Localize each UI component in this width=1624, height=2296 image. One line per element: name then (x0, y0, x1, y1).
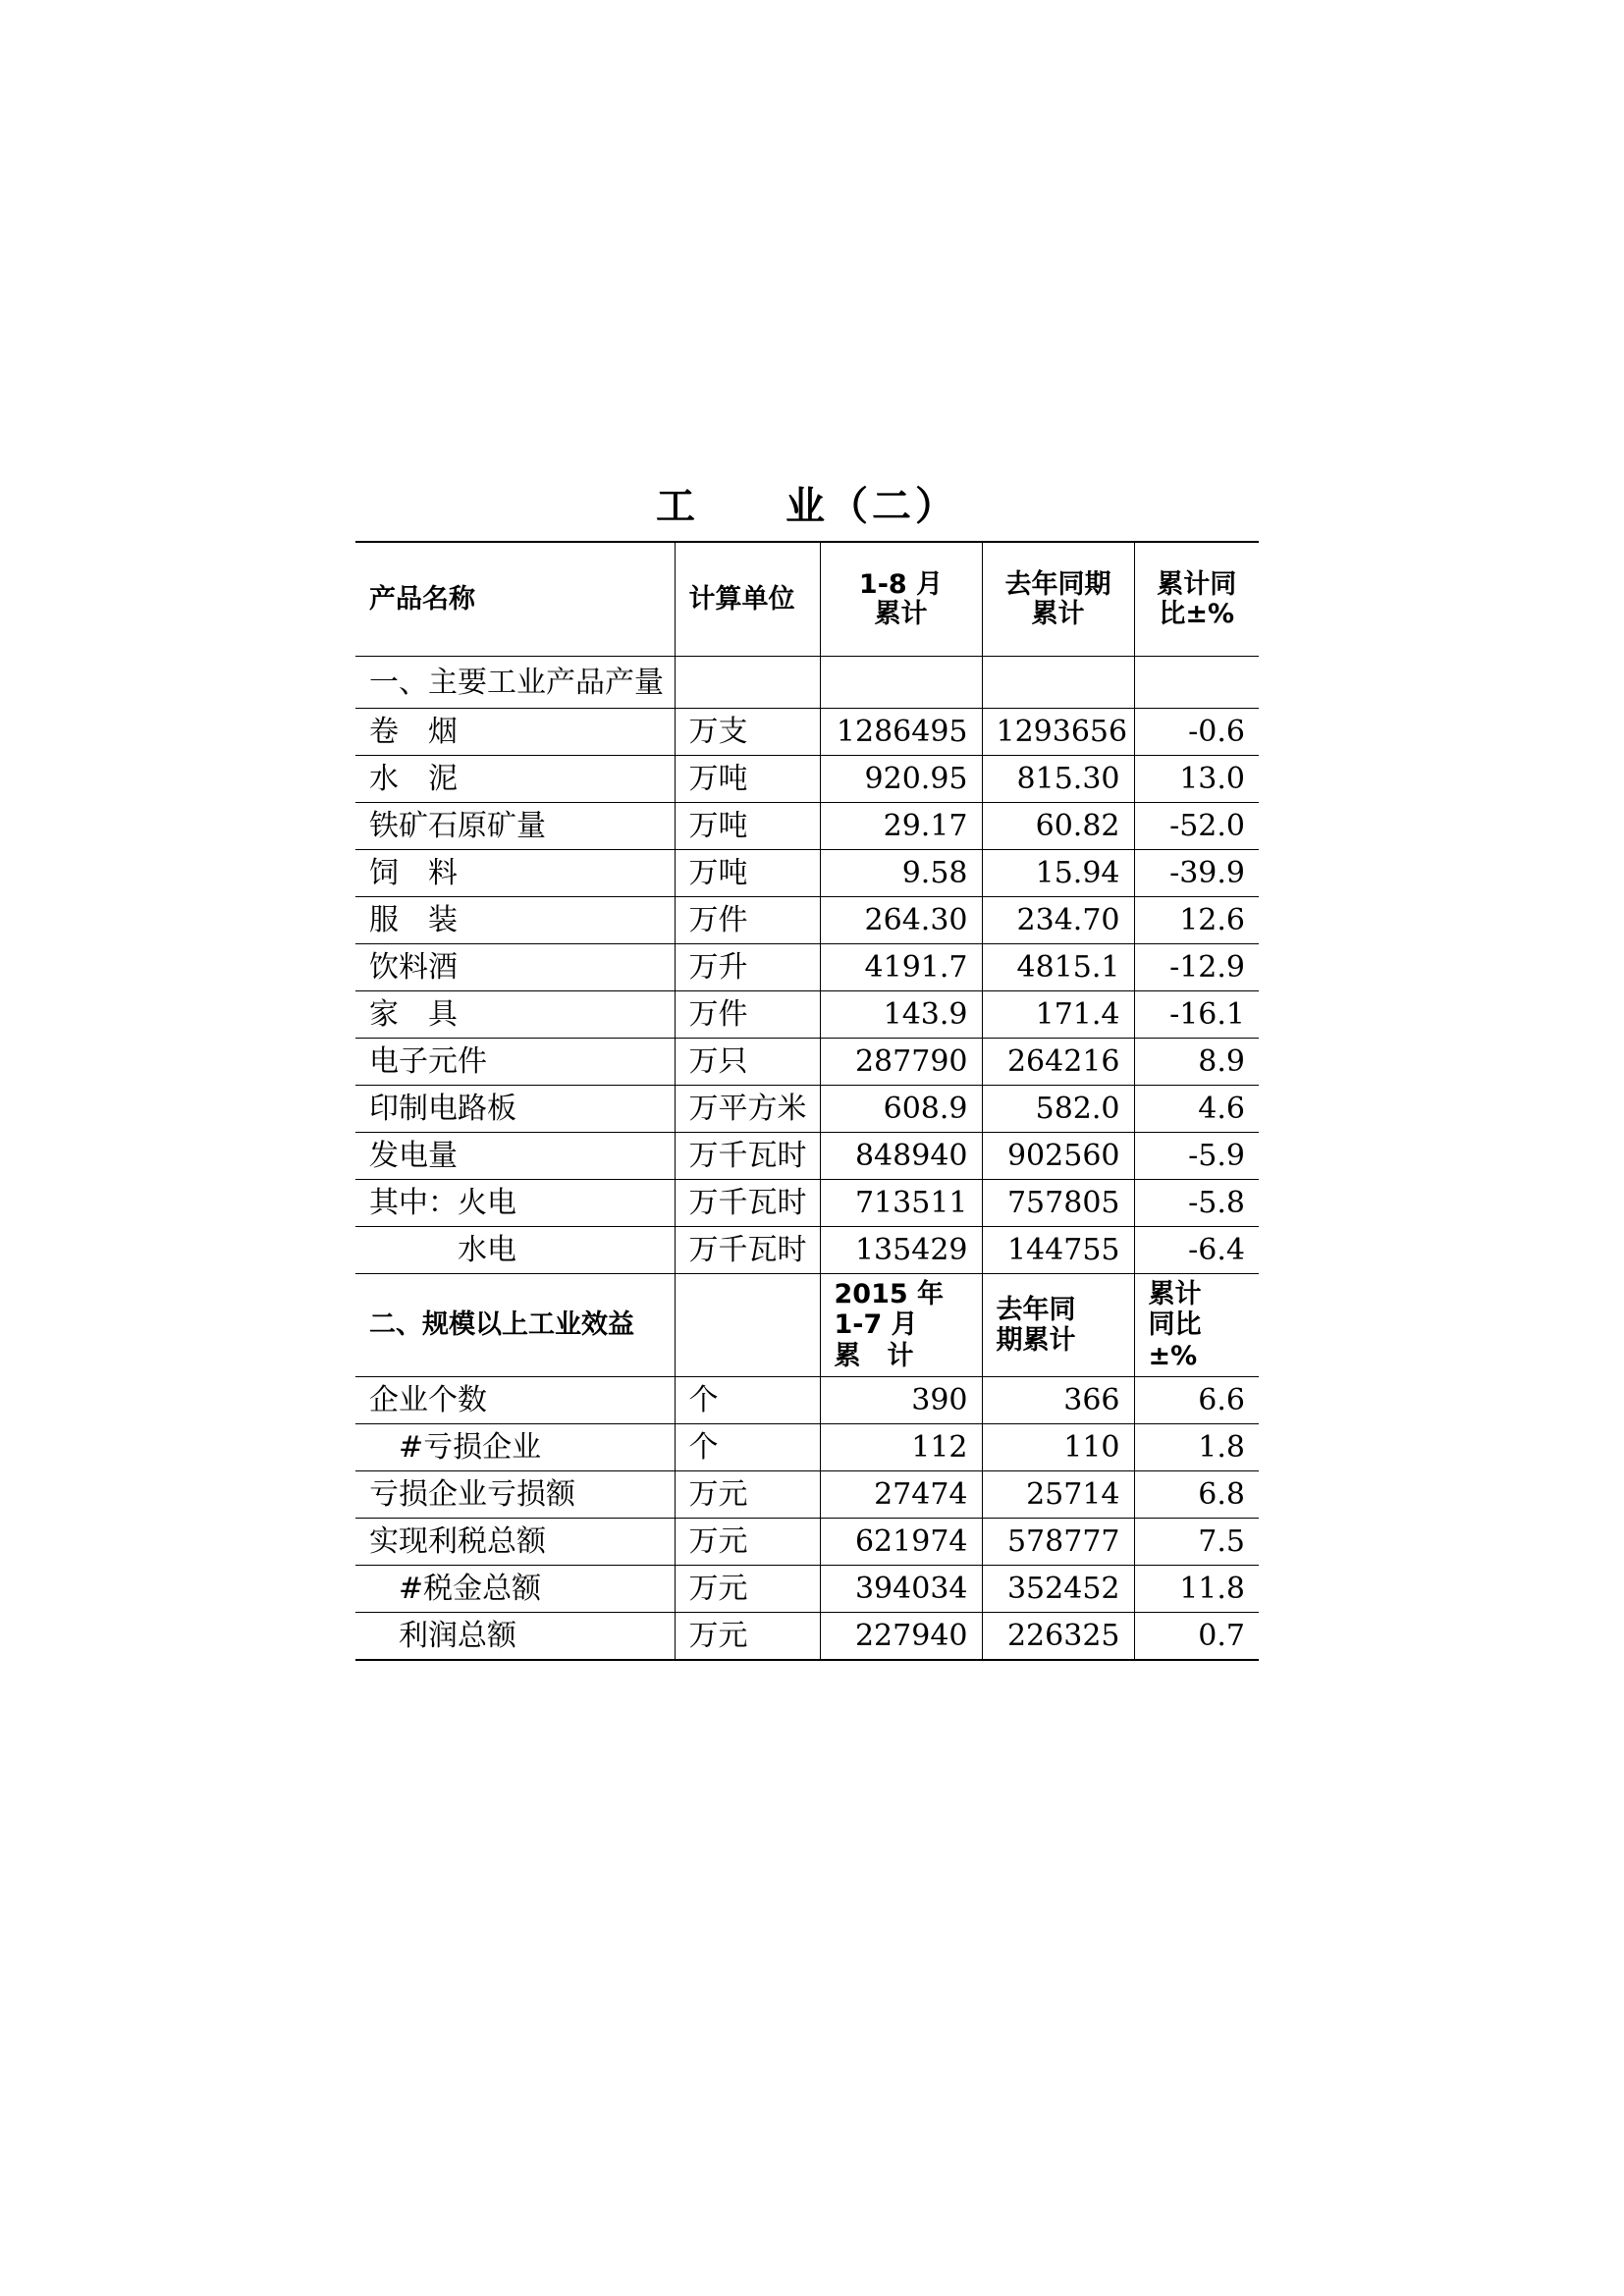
table-row (355, 850, 1259, 897)
row-change-value: -39.9 (1134, 850, 1259, 897)
section-2-unit-empty (675, 1274, 820, 1377)
row-unit: 万升 (675, 944, 820, 991)
row-name: 实现利税总额 (355, 1519, 675, 1566)
section-1-previous-empty (982, 657, 1134, 709)
row-previous-value: 234.70 (982, 897, 1134, 944)
industry-table (355, 541, 1259, 1661)
row-current-value: 264.30 (820, 897, 982, 944)
row-previous-value: 60.82 (982, 803, 1134, 850)
row-change-value: -5.9 (1134, 1133, 1259, 1180)
header-previous-cumulative: 去年同期 累计 (982, 542, 1134, 657)
row-name: #亏损企业 (355, 1424, 675, 1471)
table-row (355, 944, 1259, 991)
table-row (355, 1086, 1259, 1133)
row-current-value: 227940 (820, 1613, 982, 1661)
row-change-value: -0.6 (1134, 709, 1259, 756)
row-previous-value: 366 (982, 1377, 1134, 1424)
row-change-value: 0.7 (1134, 1613, 1259, 1661)
table-row (355, 1180, 1259, 1227)
table-row (355, 1471, 1259, 1519)
row-unit: 万吨 (675, 850, 820, 897)
row-change-value: -6.4 (1134, 1227, 1259, 1274)
row-name: 其中：火电 (355, 1180, 675, 1227)
table-row (355, 756, 1259, 803)
table-row (355, 1377, 1259, 1424)
row-change-value: 11.8 (1134, 1566, 1259, 1613)
section-1-label: 一、主要工业产品产量 (355, 657, 675, 709)
table-row (355, 1133, 1259, 1180)
row-current-value: 4191.7 (820, 944, 982, 991)
row-current-value: 287790 (820, 1039, 982, 1086)
section-1-row (355, 657, 1259, 709)
table-row (355, 1039, 1259, 1086)
row-current-value: 713511 (820, 1180, 982, 1227)
row-change-value: -16.1 (1134, 991, 1259, 1039)
table-row (355, 1519, 1259, 1566)
row-current-value: 1286495 (820, 709, 982, 756)
row-current-value: 9.58 (820, 850, 982, 897)
row-previous-value: 757805 (982, 1180, 1134, 1227)
row-change-value: 8.9 (1134, 1039, 1259, 1086)
row-unit: 万元 (675, 1471, 820, 1519)
header-current-cumulative: 1-8 月 累计 (820, 542, 982, 657)
row-unit: 万吨 (675, 756, 820, 803)
row-change-value: -5.8 (1134, 1180, 1259, 1227)
row-previous-value: 25714 (982, 1471, 1134, 1519)
row-name: #税金总额 (355, 1566, 675, 1613)
row-change-value: -12.9 (1134, 944, 1259, 991)
row-previous-value: 582.0 (982, 1086, 1134, 1133)
row-name: 饮料酒 (355, 944, 675, 991)
section-2-header-previous: 去年同 期累计 (982, 1274, 1134, 1377)
row-current-value: 27474 (820, 1471, 982, 1519)
row-unit: 万千瓦时 (675, 1133, 820, 1180)
row-change-value: 12.6 (1134, 897, 1259, 944)
row-name: 发电量 (355, 1133, 675, 1180)
row-previous-value: 1293656 (982, 709, 1134, 756)
row-name: 企业个数 (355, 1377, 675, 1424)
row-name: 服 装 (355, 897, 675, 944)
row-unit: 万元 (675, 1519, 820, 1566)
row-current-value: 390 (820, 1377, 982, 1424)
row-change-value: -52.0 (1134, 803, 1259, 850)
row-current-value: 621974 (820, 1519, 982, 1566)
section-2-label: 二、规模以上工业效益 (355, 1274, 675, 1377)
row-name: 铁矿石原矿量 (355, 803, 675, 850)
row-unit: 万只 (675, 1039, 820, 1086)
row-previous-value: 226325 (982, 1613, 1134, 1661)
section-1-change-empty (1134, 657, 1259, 709)
table-row (355, 709, 1259, 756)
table-row (355, 803, 1259, 850)
row-current-value: 608.9 (820, 1086, 982, 1133)
row-unit: 万元 (675, 1613, 820, 1661)
row-current-value: 135429 (820, 1227, 982, 1274)
section-2-header-change: 累计 同比 ±% (1134, 1274, 1259, 1377)
row-name: 家 具 (355, 991, 675, 1039)
table-row (355, 1424, 1259, 1471)
header-product-name: 产品名称 (355, 542, 675, 657)
row-previous-value: 578777 (982, 1519, 1134, 1566)
row-unit: 万平方米 (675, 1086, 820, 1133)
row-unit: 万千瓦时 (675, 1180, 820, 1227)
row-change-value: 7.5 (1134, 1519, 1259, 1566)
row-current-value: 112 (820, 1424, 982, 1471)
table-header-row (355, 542, 1259, 657)
row-change-value: 6.6 (1134, 1377, 1259, 1424)
row-unit: 万支 (675, 709, 820, 756)
row-previous-value: 352452 (982, 1566, 1134, 1613)
section-1-current-empty (820, 657, 982, 709)
row-name: 印制电路板 (355, 1086, 675, 1133)
row-current-value: 143.9 (820, 991, 982, 1039)
header-unit: 计算单位 (675, 542, 820, 657)
table-row (355, 1613, 1259, 1661)
page-title: 工 业（二） (656, 484, 958, 529)
row-change-value: 4.6 (1134, 1086, 1259, 1133)
row-previous-value: 902560 (982, 1133, 1134, 1180)
section-2-header-current: 2015 年 1-7 月 累 计 (820, 1274, 982, 1377)
row-name: 亏损企业亏损额 (355, 1471, 675, 1519)
row-name: 卷 烟 (355, 709, 675, 756)
row-unit: 万千瓦时 (675, 1227, 820, 1274)
row-previous-value: 15.94 (982, 850, 1134, 897)
row-unit: 个 (675, 1377, 820, 1424)
header-yoy-change: 累计同 比±% (1134, 542, 1259, 657)
row-name: 利润总额 (355, 1613, 675, 1661)
row-previous-value: 110 (982, 1424, 1134, 1471)
row-current-value: 848940 (820, 1133, 982, 1180)
row-previous-value: 4815.1 (982, 944, 1134, 991)
table-row (355, 1227, 1259, 1274)
row-current-value: 29.17 (820, 803, 982, 850)
row-unit: 万件 (675, 897, 820, 944)
table-row (355, 991, 1259, 1039)
section-1-unit-empty (675, 657, 820, 709)
row-name: 水 泥 (355, 756, 675, 803)
row-unit: 万吨 (675, 803, 820, 850)
row-change-value: 1.8 (1134, 1424, 1259, 1471)
row-change-value: 6.8 (1134, 1471, 1259, 1519)
row-unit: 万元 (675, 1566, 820, 1613)
row-name: 电子元件 (355, 1039, 675, 1086)
row-previous-value: 144755 (982, 1227, 1134, 1274)
row-change-value: 13.0 (1134, 756, 1259, 803)
row-current-value: 920.95 (820, 756, 982, 803)
row-previous-value: 815.30 (982, 756, 1134, 803)
row-previous-value: 171.4 (982, 991, 1134, 1039)
row-current-value: 394034 (820, 1566, 982, 1613)
table-row (355, 897, 1259, 944)
section-2-header-row (355, 1274, 1259, 1377)
row-previous-value: 264216 (982, 1039, 1134, 1086)
table-row (355, 1566, 1259, 1613)
row-unit: 个 (675, 1424, 820, 1471)
row-name: 水电 (355, 1227, 675, 1274)
row-name: 饲 料 (355, 850, 675, 897)
row-unit: 万件 (675, 991, 820, 1039)
